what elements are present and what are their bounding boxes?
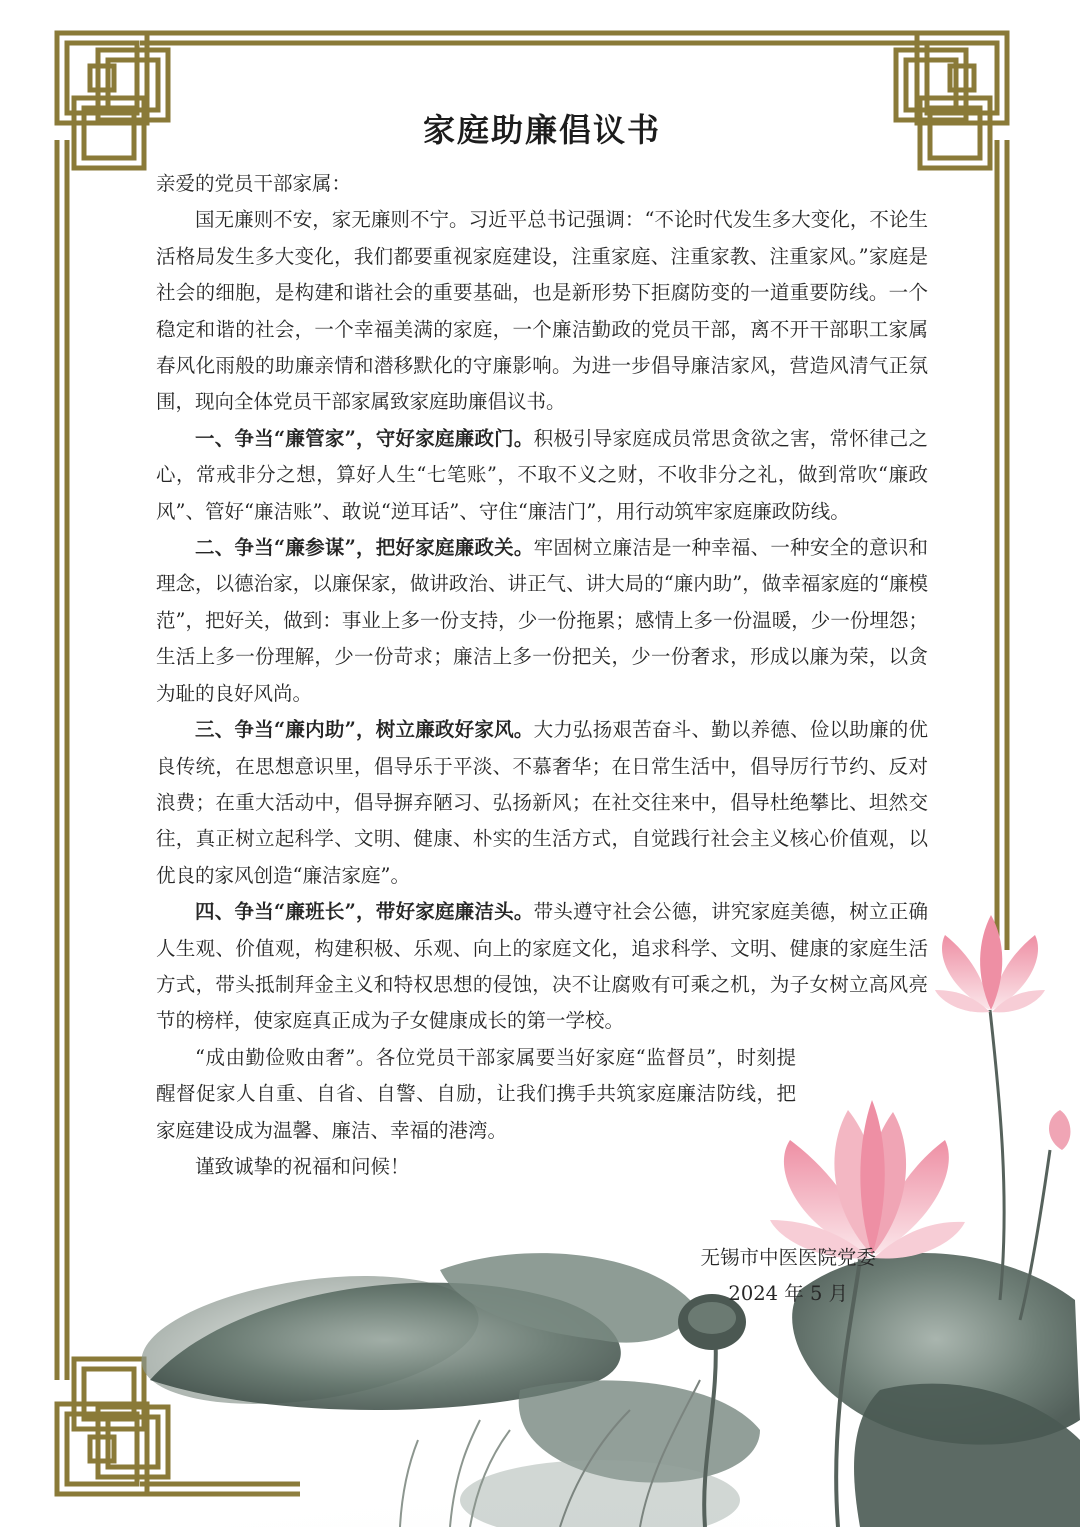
- section-heading: 二、争当“廉参谋”，把好家庭廉政关。: [195, 536, 534, 560]
- section-heading: 三、争当“廉内助”，树立廉政好家风。: [195, 718, 534, 742]
- regards-line: 谨致诚挚的祝福和问候！: [195, 1154, 410, 1178]
- lotus-flower-upper: [935, 915, 1045, 1012]
- section-heading: 四、争当“廉班长”，带好家庭廉洁头。: [195, 900, 534, 924]
- section-paragraph: [156, 530, 928, 712]
- section-paragraph: [156, 894, 928, 1040]
- section-paragraph: [156, 712, 928, 894]
- corner-knot-top-left: [57, 33, 168, 168]
- section-heading: 一、争当“廉管家”，守好家庭廉政门。: [195, 426, 534, 450]
- closing-paragraph: “成由勤俭败由奢”。各位党员干部家属要当好家庭“监督员”，时刻提醒督促家人自重、自省、自警、自励，让我们携手共筑家庭廉洁防线，把家庭建设成为温馨、廉洁、幸福的港湾。: [156, 1045, 796, 1142]
- signature-block: [700, 1240, 876, 1312]
- section-body: 带头遵守社会公德，讲究家庭美德，树立正确人生观、价值观，构建积极、乐观、向上的家庭文化，追求科学、文明、健康的家庭生活方式，带头抵制拜金主义和特权思想的侵蚀，决不让腐败有可乘之机，为子女树立高风亮节的榜样，使家庭真正成为子女健康成长的第一学校。: [156, 900, 928, 1033]
- lotus-bud: [1049, 1110, 1070, 1150]
- signature-date: 2024 年 5 月: [728, 1282, 849, 1305]
- section-body: 大力弘扬艰苦奋斗、勤以养德、俭以助廉的优良传统，在思想意识里，倡导乐于平淡、不慕奢华；在日常生活中，倡导厉行节约、反对浪费；在重大活动中，倡导摒弃陋习、弘扬新风；在社交往来中，倡导杜绝攀比、坦然交往，真正树立起科学、文明、健康、朴实的生活方式，自觉践行社会主义核心价值观，以优良的家风创造“廉洁家庭”。: [156, 718, 928, 887]
- intro-paragraph: 国无廉则不安，家无廉则不宁。习近平总书记强调：“不论时代发生多大变化，不论生活格局发生多大变化，我们都要重视家庭建设，注重家庭、注重家教、注重家风。”家庭是社会的细胞，是构建和谐社会的重要基础，也是新形势下拒腐防变的一道重要防线。一个稳定和谐的社会，一个幸福美满的家庭，一个廉洁勤政的党员干部，离不开干部职工家属春风化雨般的助廉亲情和潜移默化的守廉影响。为进一步倡导廉洁家风，营造风清气正氛围，现向全体党员干部家属致家庭助廉倡议书。: [156, 208, 928, 414]
- salutation: 亲爱的党员干部家属：: [156, 172, 352, 195]
- section-paragraph: [156, 421, 928, 530]
- signature-organization: 无锡市中医医院党委: [700, 1246, 876, 1269]
- section-body: 积极引导家庭成员常思贪欲之害，常怀律己之心，常戒非分之想，算好人生“七笔账”，不取不义之财，不收非分之礼，做到常吹“廉政风”、管好“廉洁账”、敢说“逆耳话”、守住“廉洁门”，用行动筑牢家庭廉政防线。: [156, 426, 928, 523]
- section-body: 牢固树立廉洁是一种幸福、一种安全的意识和理念，以德治家，以廉保家，做讲政治、讲正气、讲大局的“廉内助”，做幸福家庭的“廉模范”，把好关，做到：事业上多一份支持，少一份拖累；感情上多一份温暖，少一份埋怨；生活上多一份理解，少一份苛求；廉洁上多一份把关，少一份奢求，形成以廉为荣，以贪为耻的良好风尚。: [156, 536, 928, 705]
- document-title: 家庭助廉倡议书: [422, 111, 661, 149]
- proposal-content: [156, 100, 928, 1305]
